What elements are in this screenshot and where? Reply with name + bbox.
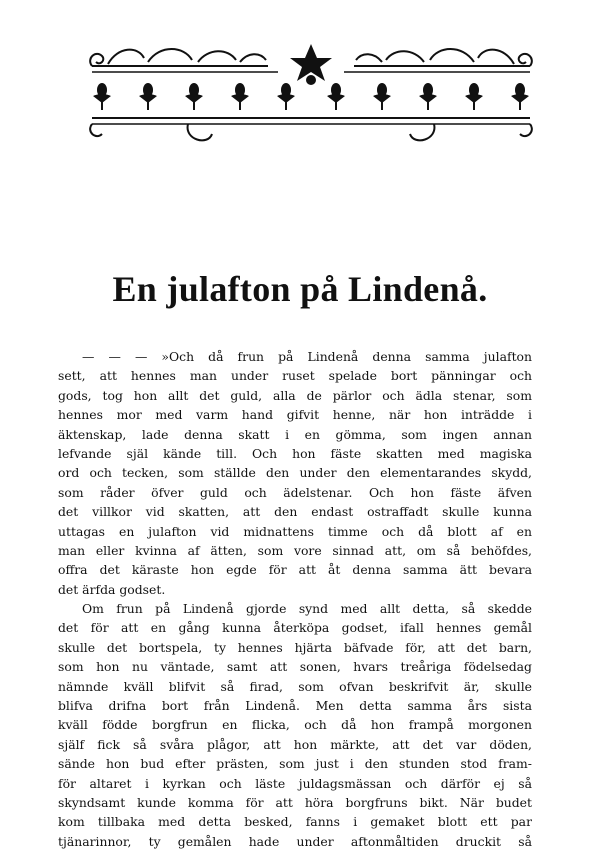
text-line: skyndsamt kunde komma för att höra borgfruns bikt. När budet xyxy=(58,794,532,810)
text-line: gods, tog hon allt det guld, alla de pärlor och ädla stenar, som xyxy=(58,387,532,403)
text-line: — — — »Och då frun på Lindenå denna samma julafton xyxy=(82,349,532,364)
text-line: blifva drifna bort från Lindenå. Men detta samma års sista xyxy=(58,698,532,714)
text-line: sett, att hennes man under ruset spelade bort pänningar och xyxy=(58,368,532,384)
text-line: man eller kvinna af ätten, som vore sinnad att, om så behöfdes, xyxy=(58,542,532,558)
text-line: själf fick så svåra plågor, att hon märkte, att det var döden, xyxy=(58,736,532,752)
text-line: för altaret i kyrkan och läste juldagsmässan och därför ej så xyxy=(58,775,532,791)
text-line: som råder öfver guld och ädelstenar. Och hon fäste äfven xyxy=(58,484,532,500)
text-line: äktenskap, lade denna skatt i en gömma, som ingen annan xyxy=(58,426,532,442)
text-line: nämnde kväll blifvit så firad, som ofvan beskrifvit är, skulle xyxy=(58,678,532,694)
text-line: det för att en gång kunna återköpa godset, ifall hennes gemål xyxy=(58,620,532,636)
text-line: hennes mor med varm hand gifvit henne, när hon inträdde i xyxy=(58,407,532,423)
text-line: kväll födde borgfrun en flicka, och då hon frampå morgonen xyxy=(58,717,532,733)
text-line: sände hon bud efter prästen, som just i den stunden stod fram- xyxy=(58,756,532,772)
text-line: det villkor vid skatten, att den endast ostraffadt skulle kunna xyxy=(58,504,532,520)
chapter-title: En julafton på Lindenå. xyxy=(112,269,488,309)
text-line: uttagas en julafton vid midnattens timme och då blott af en xyxy=(58,523,532,539)
body-text xyxy=(58,347,532,851)
decorative-header-ornament xyxy=(88,40,534,146)
text-line: offra det käraste hon egde för att åt denna samma ätt bevara xyxy=(58,562,532,578)
text-line: kom tillbaka med detta besked, fanns i gemaket blott ett par xyxy=(58,814,532,830)
text-line: som hon nu väntade, samt att sonen, hvars treåriga födelsedag xyxy=(58,659,532,675)
text-line: lefvande själ kände till. Och hon fäste skatten med magiska xyxy=(58,445,532,461)
text-line: ord och tecken, som ställde den under den elementarandes skydd, xyxy=(58,465,532,481)
text-line: tjänarinnor, ty gemålen hade under aftonmåltiden druckit så xyxy=(58,833,532,849)
text-line: det ärfda godset. xyxy=(58,581,166,597)
text-line: skulle det bortspela, ty hennes hjärta bäfvade för, att det barn, xyxy=(58,639,532,655)
text-line: Om frun på Lindenå gjorde synd med allt detta, så skedde xyxy=(82,601,532,617)
